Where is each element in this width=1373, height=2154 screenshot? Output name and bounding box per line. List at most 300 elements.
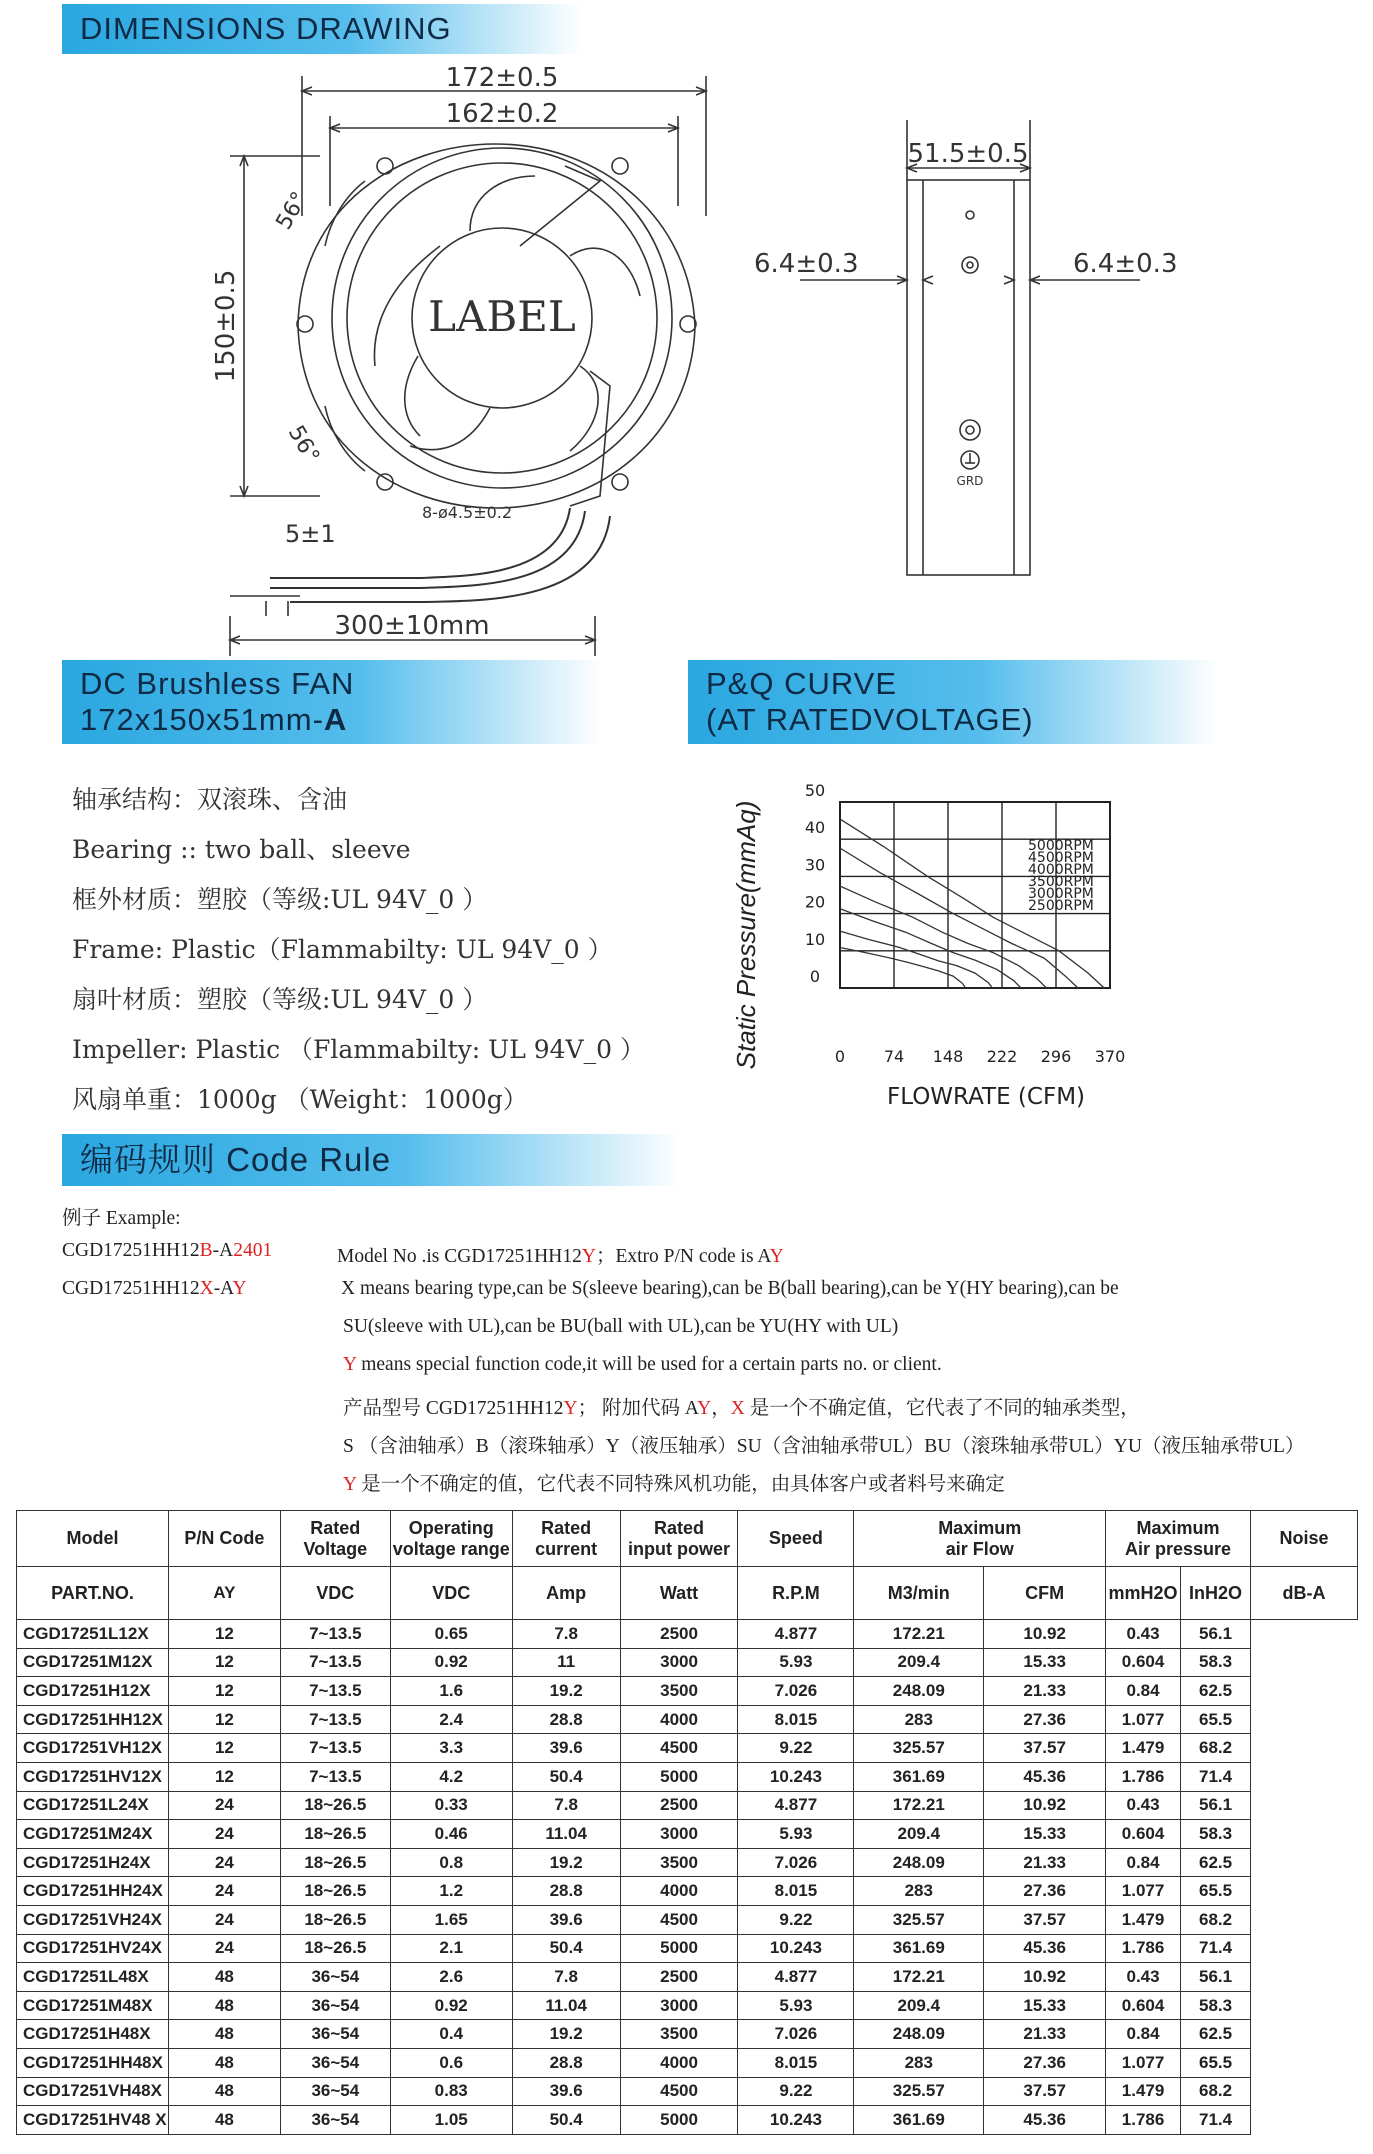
example-1: [62, 1240, 272, 1262]
rule-line-5-a: 产品型号 CGD17251HH12: [343, 1398, 564, 1419]
grd-label: GRD: [956, 474, 984, 488]
value-cell: 12: [168, 1648, 280, 1677]
table-row: [17, 1791, 1358, 1820]
value-cell: 209.4: [854, 1648, 984, 1677]
example-label: 例子 Example:: [62, 1208, 181, 1229]
width-outer-dim: 172±0.5: [445, 63, 559, 93]
value-cell: 10.243: [738, 1934, 854, 1963]
value-cell: 28.8: [512, 2048, 620, 2077]
table-row: [17, 1963, 1358, 1992]
value-cell: 1.786: [1106, 1934, 1181, 1963]
value-cell: 24: [168, 1934, 280, 1963]
value-cell: 18~26.5: [280, 1877, 390, 1906]
value-cell: 39.6: [512, 2077, 620, 2106]
value-cell: 18~26.5: [280, 1820, 390, 1849]
value-cell: 37.57: [984, 1905, 1106, 1934]
table-row: [17, 2077, 1358, 2106]
value-cell: 0.92: [390, 1991, 512, 2020]
example-1-base: CGD17251HH12: [62, 1240, 200, 1261]
value-cell: 71.4: [1181, 2106, 1251, 2135]
unit-dba: dB-A: [1251, 1567, 1358, 1620]
x-tick-label: 222: [986, 1047, 1018, 1066]
value-cell: 62.5: [1181, 1848, 1251, 1877]
value-cell: 12: [168, 1620, 280, 1649]
table-row: [17, 1934, 1358, 1963]
rule-line-7-a: Y: [343, 1474, 357, 1495]
value-cell: 248.09: [854, 2020, 984, 2049]
value-cell: 68.2: [1181, 1905, 1251, 1934]
value-cell: 58.3: [1181, 1991, 1251, 2020]
value-cell: 7~13.5: [280, 1648, 390, 1677]
value-cell: 0.83: [390, 2077, 512, 2106]
value-cell: 48: [168, 2020, 280, 2049]
value-cell: 24: [168, 1905, 280, 1934]
pq-title-line2: (AT RATEDVOLTAGE): [706, 702, 1034, 737]
pq-title-line1: P&Q CURVE: [706, 666, 898, 701]
table-row: [17, 1905, 1358, 1934]
spec-frame-en: Frame: Plastic（Flammabilty: UL 94V_0 ）: [72, 935, 613, 964]
flange-left-dim: 6.4±0.3: [754, 249, 859, 279]
unit-inh2o: InH2O: [1181, 1567, 1251, 1620]
value-cell: 36~54: [280, 2106, 390, 2135]
model-cell: CGD17251VH48X: [17, 2077, 169, 2106]
x-tick-label: 296: [1040, 1047, 1072, 1066]
rule-line-5-f: X: [730, 1398, 745, 1419]
value-cell: 37.57: [984, 2077, 1106, 2106]
spec-impeller-cn: 扇叶材质：塑胶（等级:UL 94V_0 ）: [72, 985, 488, 1014]
value-cell: 0.33: [390, 1791, 512, 1820]
value-cell: 2500: [620, 1791, 738, 1820]
value-cell: 65.5: [1181, 1877, 1251, 1906]
value-cell: 0.43: [1106, 1620, 1181, 1649]
value-cell: 15.33: [984, 1991, 1106, 2020]
value-cell: 50.4: [512, 1762, 620, 1791]
unit-cfm: CFM: [984, 1567, 1106, 1620]
unit-vdc: VDC: [280, 1567, 390, 1620]
dimensions-title: DIMENSIONS DRAWING: [80, 11, 452, 46]
model-cell: CGD17251HV48 X: [17, 2106, 169, 2135]
value-cell: 7.8: [512, 1620, 620, 1649]
model-cell: CGD17251VH24X: [17, 1905, 169, 1934]
value-cell: 56.1: [1181, 1620, 1251, 1649]
rule-line-3: SU(sleeve with UL),can be BU(ball with UL),can be YU(HY with UL): [343, 1316, 899, 1337]
value-cell: 7.8: [512, 1963, 620, 1992]
value-cell: 7.026: [738, 1677, 854, 1706]
value-cell: 1.05: [390, 2106, 512, 2135]
value-cell: 0.46: [390, 1820, 512, 1849]
value-cell: 283: [854, 1877, 984, 1906]
value-cell: 7~13.5: [280, 1620, 390, 1649]
spec-bearing-cn: 轴承结构：双滚珠、含油: [72, 785, 348, 814]
flange-right-dim: 6.4±0.3: [1073, 249, 1178, 279]
side-view-drawing: [740, 120, 1210, 590]
value-cell: 45.36: [984, 2106, 1106, 2135]
col-model: Model: [17, 1511, 169, 1567]
value-cell: 19.2: [512, 1677, 620, 1706]
example-2-base: CGD17251HH12: [62, 1278, 200, 1299]
value-cell: 0.84: [1106, 2020, 1181, 2049]
table-row: [17, 1648, 1358, 1677]
value-cell: 71.4: [1181, 1762, 1251, 1791]
value-cell: 3500: [620, 1848, 738, 1877]
value-cell: 1.077: [1106, 1877, 1181, 1906]
value-cell: 68.2: [1181, 1734, 1251, 1763]
unit-part-no: PART.NO.: [17, 1567, 169, 1620]
table-header-row-2: [17, 1567, 1358, 1620]
value-cell: 18~26.5: [280, 1905, 390, 1934]
value-cell: 11.04: [512, 1991, 620, 2020]
value-cell: 5000: [620, 1934, 738, 1963]
spec-impeller-en: Impeller: Plastic （Flammabilty: UL 94V_0 ）: [72, 1035, 645, 1064]
example-2: [62, 1278, 247, 1300]
value-cell: 7.026: [738, 1848, 854, 1877]
model-cell: CGD17251M48X: [17, 1991, 169, 2020]
value-cell: 5.93: [738, 1648, 854, 1677]
value-cell: 9.22: [738, 1905, 854, 1934]
value-cell: 62.5: [1181, 1677, 1251, 1706]
rule-line-4-b: means special function code,it will be used for a certain parts no. or client.: [356, 1354, 942, 1375]
value-cell: 62.5: [1181, 2020, 1251, 2049]
value-cell: 4500: [620, 1734, 738, 1763]
value-cell: 24: [168, 1877, 280, 1906]
example-2-sep: -A: [213, 1278, 233, 1299]
value-cell: 18~26.5: [280, 1791, 390, 1820]
rule-line-1-b: Y: [581, 1246, 596, 1267]
value-cell: 24: [168, 1848, 280, 1877]
value-cell: 0.92: [390, 1648, 512, 1677]
value-cell: 0.604: [1106, 1991, 1181, 2020]
value-cell: 48: [168, 2077, 280, 2106]
value-cell: 68.2: [1181, 2077, 1251, 2106]
model-cell: CGD17251H24X: [17, 1848, 169, 1877]
value-cell: 27.36: [984, 1705, 1106, 1734]
holes-dim: 8-ø4.5±0.2: [422, 503, 513, 522]
value-cell: 10.243: [738, 1762, 854, 1791]
value-cell: 12: [168, 1677, 280, 1706]
value-cell: 3000: [620, 1820, 738, 1849]
pn-code-cell: AY: [168, 1567, 280, 1620]
y-tick-label: 40: [804, 818, 826, 838]
legend-entry: 5000RPM: [1028, 838, 1094, 854]
model-cell: CGD17251HV12X: [17, 1762, 169, 1791]
x-tick-label: 0: [834, 1047, 846, 1066]
value-cell: 1.786: [1106, 2106, 1181, 2135]
value-cell: 3500: [620, 2020, 738, 2049]
table-row: [17, 1820, 1358, 1849]
rule-line-5: [343, 1392, 1140, 1420]
value-cell: 1.077: [1106, 1705, 1181, 1734]
value-cell: 248.09: [854, 1848, 984, 1877]
col-max-airflow: Maximum air Flow: [854, 1511, 1106, 1567]
value-cell: 9.22: [738, 1734, 854, 1763]
value-cell: 18~26.5: [280, 1934, 390, 1963]
spec-weight: 风扇单重：1000g （Weight：1000g）: [72, 1085, 528, 1114]
value-cell: 12: [168, 1734, 280, 1763]
rule-line-4-a: Y: [343, 1354, 357, 1375]
table-row: [17, 2048, 1358, 2077]
table-row: [17, 1620, 1358, 1649]
value-cell: 27.36: [984, 1877, 1106, 1906]
value-cell: 3.3: [390, 1734, 512, 1763]
spec-frame-cn: 框外材质：塑胶（等级:UL 94V_0 ）: [72, 885, 488, 914]
cable-dim: 300±10mm: [334, 611, 490, 641]
legend-entry: 2500RPM: [1028, 898, 1094, 914]
col-max-pressure: Maximum Air pressure: [1106, 1511, 1251, 1567]
model-cell: CGD17251L12X: [17, 1620, 169, 1649]
code-rule-header: [62, 1134, 682, 1186]
value-cell: 28.8: [512, 1877, 620, 1906]
value-cell: 48: [168, 1963, 280, 1992]
unit-watt: Watt: [620, 1567, 738, 1620]
model-cell: CGD17251HH48X: [17, 2048, 169, 2077]
table-row: [17, 1677, 1358, 1706]
value-cell: 283: [854, 1705, 984, 1734]
value-cell: 11: [512, 1648, 620, 1677]
rule-line-5-g: 是一个不确定值，它代表了不同的轴承类型，: [744, 1398, 1140, 1419]
table-row: [17, 1705, 1358, 1734]
model-cell: CGD17251H48X: [17, 2020, 169, 2049]
fan-title-line1: DC Brushless FAN: [80, 666, 355, 701]
value-cell: 7.8: [512, 1791, 620, 1820]
value-cell: 4000: [620, 1877, 738, 1906]
value-cell: 15.33: [984, 1820, 1106, 1849]
value-cell: 45.36: [984, 1934, 1106, 1963]
model-cell: CGD17251HH12X: [17, 1705, 169, 1734]
value-cell: 1.65: [390, 1905, 512, 1934]
value-cell: 65.5: [1181, 1705, 1251, 1734]
series-line-3500RPM: [840, 909, 1021, 988]
legend-entry: 3000RPM: [1028, 886, 1094, 902]
y-tick-label: 30: [804, 855, 826, 875]
value-cell: 4500: [620, 1905, 738, 1934]
value-cell: 45.36: [984, 1762, 1106, 1791]
fan-header: [62, 660, 602, 744]
value-cell: 36~54: [280, 2048, 390, 2077]
table-row: [17, 1848, 1358, 1877]
value-cell: 58.3: [1181, 1648, 1251, 1677]
value-cell: 4.2: [390, 1762, 512, 1791]
col-operating-range: Operating voltage range: [390, 1511, 512, 1567]
value-cell: 11.04: [512, 1820, 620, 1849]
value-cell: 39.6: [512, 1905, 620, 1934]
value-cell: 0.43: [1106, 1791, 1181, 1820]
model-cell: CGD17251H12X: [17, 1677, 169, 1706]
value-cell: 48: [168, 2048, 280, 2077]
value-cell: 1.479: [1106, 2077, 1181, 2106]
value-cell: 5000: [620, 2106, 738, 2135]
unit-m3min: M3/min: [854, 1567, 984, 1620]
value-cell: 8.015: [738, 2048, 854, 2077]
table-row: [17, 1734, 1358, 1763]
series-line-3000RPM: [840, 931, 993, 988]
rule-line-5-c: ； 附加代码 A: [577, 1398, 698, 1419]
value-cell: 0.8: [390, 1848, 512, 1877]
value-cell: 361.69: [854, 1934, 984, 1963]
value-cell: 283: [854, 2048, 984, 2077]
value-cell: 12: [168, 1762, 280, 1791]
rule-line-7: [343, 1468, 1005, 1496]
rule-line-6: S （含油轴承）B（滚珠轴承）Y（液压轴承）SU（含油轴承带UL）BU（滚珠轴承带UL）YU（液压轴承带UL）: [343, 1436, 1305, 1457]
value-cell: 27.36: [984, 2048, 1106, 2077]
front-view-drawing: [170, 56, 720, 656]
y-tick-label: 10: [804, 929, 826, 949]
legend-entry: 4000RPM: [1028, 862, 1094, 878]
value-cell: 3000: [620, 1991, 738, 2020]
value-cell: 8.015: [738, 1705, 854, 1734]
example-1-bearing: B: [199, 1240, 213, 1261]
value-cell: 2.6: [390, 1963, 512, 1992]
legend-entry: 4500RPM: [1028, 850, 1094, 866]
value-cell: 0.65: [390, 1620, 512, 1649]
width-inner-dim: 162±0.2: [445, 99, 559, 129]
x-tick-label: 74: [883, 1047, 905, 1066]
model-cell: CGD17251L48X: [17, 1963, 169, 1992]
rule-line-1-a: Model No .is CGD17251HH12: [337, 1246, 582, 1267]
value-cell: 48: [168, 2106, 280, 2135]
fan-title-line2: [80, 702, 602, 738]
fan-title: [62, 660, 602, 738]
value-cell: 21.33: [984, 2020, 1106, 2049]
value-cell: 19.2: [512, 1848, 620, 1877]
value-cell: 4.877: [738, 1791, 854, 1820]
table-row: [17, 2106, 1358, 2135]
rule-line-5-b: Y: [563, 1398, 578, 1419]
value-cell: 172.21: [854, 1620, 984, 1649]
value-cell: 361.69: [854, 2106, 984, 2135]
unit-amp: Amp: [512, 1567, 620, 1620]
value-cell: 7~13.5: [280, 1734, 390, 1763]
value-cell: 0.6: [390, 2048, 512, 2077]
table-row: [17, 1991, 1358, 2020]
value-cell: 39.6: [512, 1734, 620, 1763]
value-cell: 0.4: [390, 2020, 512, 2049]
value-cell: 325.57: [854, 1905, 984, 1934]
strip-dim: 5±1: [285, 520, 336, 548]
value-cell: 5000: [620, 1762, 738, 1791]
example-2-code: Y: [232, 1278, 247, 1299]
value-cell: 3000: [620, 1648, 738, 1677]
value-cell: 50.4: [512, 2106, 620, 2135]
example-1-code: 2401: [233, 1240, 273, 1261]
rule-line-1: [337, 1240, 784, 1268]
value-cell: 36~54: [280, 2020, 390, 2049]
value-cell: 10.92: [984, 1791, 1106, 1820]
rule-line-1-d: Y: [769, 1246, 784, 1267]
spec-table: [16, 1510, 1358, 2135]
value-cell: 7~13.5: [280, 1677, 390, 1706]
table-row: [17, 2020, 1358, 2049]
value-cell: 15.33: [984, 1648, 1106, 1677]
table-row: [17, 1762, 1358, 1791]
value-cell: 21.33: [984, 1848, 1106, 1877]
value-cell: 7~13.5: [280, 1705, 390, 1734]
fan-label: LABEL: [428, 292, 576, 341]
depth-dim: 51.5±0.5: [907, 139, 1029, 169]
unit-rpm: R.P.M: [738, 1567, 854, 1620]
value-cell: 9.22: [738, 2077, 854, 2106]
value-cell: 2.4: [390, 1705, 512, 1734]
value-cell: 0.604: [1106, 1820, 1181, 1849]
model-cell: CGD17251HH24X: [17, 1877, 169, 1906]
unit-vdc-range: VDC: [390, 1567, 512, 1620]
value-cell: 325.57: [854, 2077, 984, 2106]
value-cell: 248.09: [854, 1677, 984, 1706]
table-header-row-1: [17, 1511, 1358, 1567]
value-cell: 0.43: [1106, 1963, 1181, 1992]
value-cell: 28.8: [512, 1705, 620, 1734]
value-cell: 12: [168, 1705, 280, 1734]
pq-chart: [730, 760, 1200, 1120]
angle-bottom: 56°: [282, 421, 324, 468]
value-cell: 2500: [620, 1620, 738, 1649]
value-cell: 5.93: [738, 1991, 854, 2020]
value-cell: 19.2: [512, 2020, 620, 2049]
model-cell: CGD17251VH12X: [17, 1734, 169, 1763]
pq-ylabel: Static Pressure(mmAq): [731, 800, 761, 1070]
value-cell: 209.4: [854, 1991, 984, 2020]
col-rated-power: Rated input power: [620, 1511, 738, 1567]
col-speed: Speed: [738, 1511, 854, 1567]
code-rule-title: 编码规则 Code Rule: [80, 1141, 392, 1178]
y-tick-label: 20: [804, 892, 826, 912]
fan-variant: A: [323, 702, 348, 737]
rule-line-1-c: ；Extro P/N code is A: [595, 1246, 770, 1267]
series-line-2500RPM: [840, 947, 966, 988]
value-cell: 1.479: [1106, 1734, 1181, 1763]
rule-line-7-b: 是一个不确定的值，它代表不同特殊风机功能，由具体客户或者料号来确定: [356, 1474, 1005, 1495]
rule-line-4: [343, 1354, 942, 1376]
value-cell: 50.4: [512, 1934, 620, 1963]
angle-top: 56°: [271, 187, 313, 234]
model-cell: CGD17251M24X: [17, 1820, 169, 1849]
value-cell: 361.69: [854, 1762, 984, 1791]
value-cell: 0.84: [1106, 1848, 1181, 1877]
y-tick-label: 0: [809, 967, 821, 986]
value-cell: 2500: [620, 1963, 738, 1992]
example-2-bearing: X: [199, 1278, 214, 1299]
value-cell: 0.604: [1106, 1648, 1181, 1677]
value-cell: 4.877: [738, 1963, 854, 1992]
value-cell: 24: [168, 1791, 280, 1820]
col-noise: Noise: [1251, 1511, 1358, 1567]
x-tick-label: 370: [1094, 1047, 1126, 1066]
value-cell: 172.21: [854, 1791, 984, 1820]
value-cell: 18~26.5: [280, 1848, 390, 1877]
col-rated-voltage: Rated Voltage: [280, 1511, 390, 1567]
x-tick-label: 148: [932, 1047, 964, 1066]
value-cell: 21.33: [984, 1677, 1106, 1706]
value-cell: 1.077: [1106, 2048, 1181, 2077]
value-cell: 2.1: [390, 1934, 512, 1963]
model-cell: CGD17251M12X: [17, 1648, 169, 1677]
value-cell: 7.026: [738, 2020, 854, 2049]
col-rated-current: Rated current: [512, 1511, 620, 1567]
example-1-sep: -A: [212, 1240, 234, 1261]
value-cell: 36~54: [280, 1991, 390, 2020]
value-cell: 3500: [620, 1677, 738, 1706]
unit-mmh2o: mmH2O: [1106, 1567, 1181, 1620]
value-cell: 4500: [620, 2077, 738, 2106]
value-cell: 71.4: [1181, 1934, 1251, 1963]
rule-line-2: X means bearing type,can be S(sleeve bearing),can be B(ball bearing),can be Y(HY bearing),can be: [341, 1278, 1119, 1299]
value-cell: 56.1: [1181, 1963, 1251, 1992]
value-cell: 209.4: [854, 1820, 984, 1849]
value-cell: 24: [168, 1820, 280, 1849]
value-cell: 4.877: [738, 1620, 854, 1649]
value-cell: 1.786: [1106, 1762, 1181, 1791]
value-cell: 7~13.5: [280, 1762, 390, 1791]
y-tick-label: 50: [804, 781, 826, 800]
